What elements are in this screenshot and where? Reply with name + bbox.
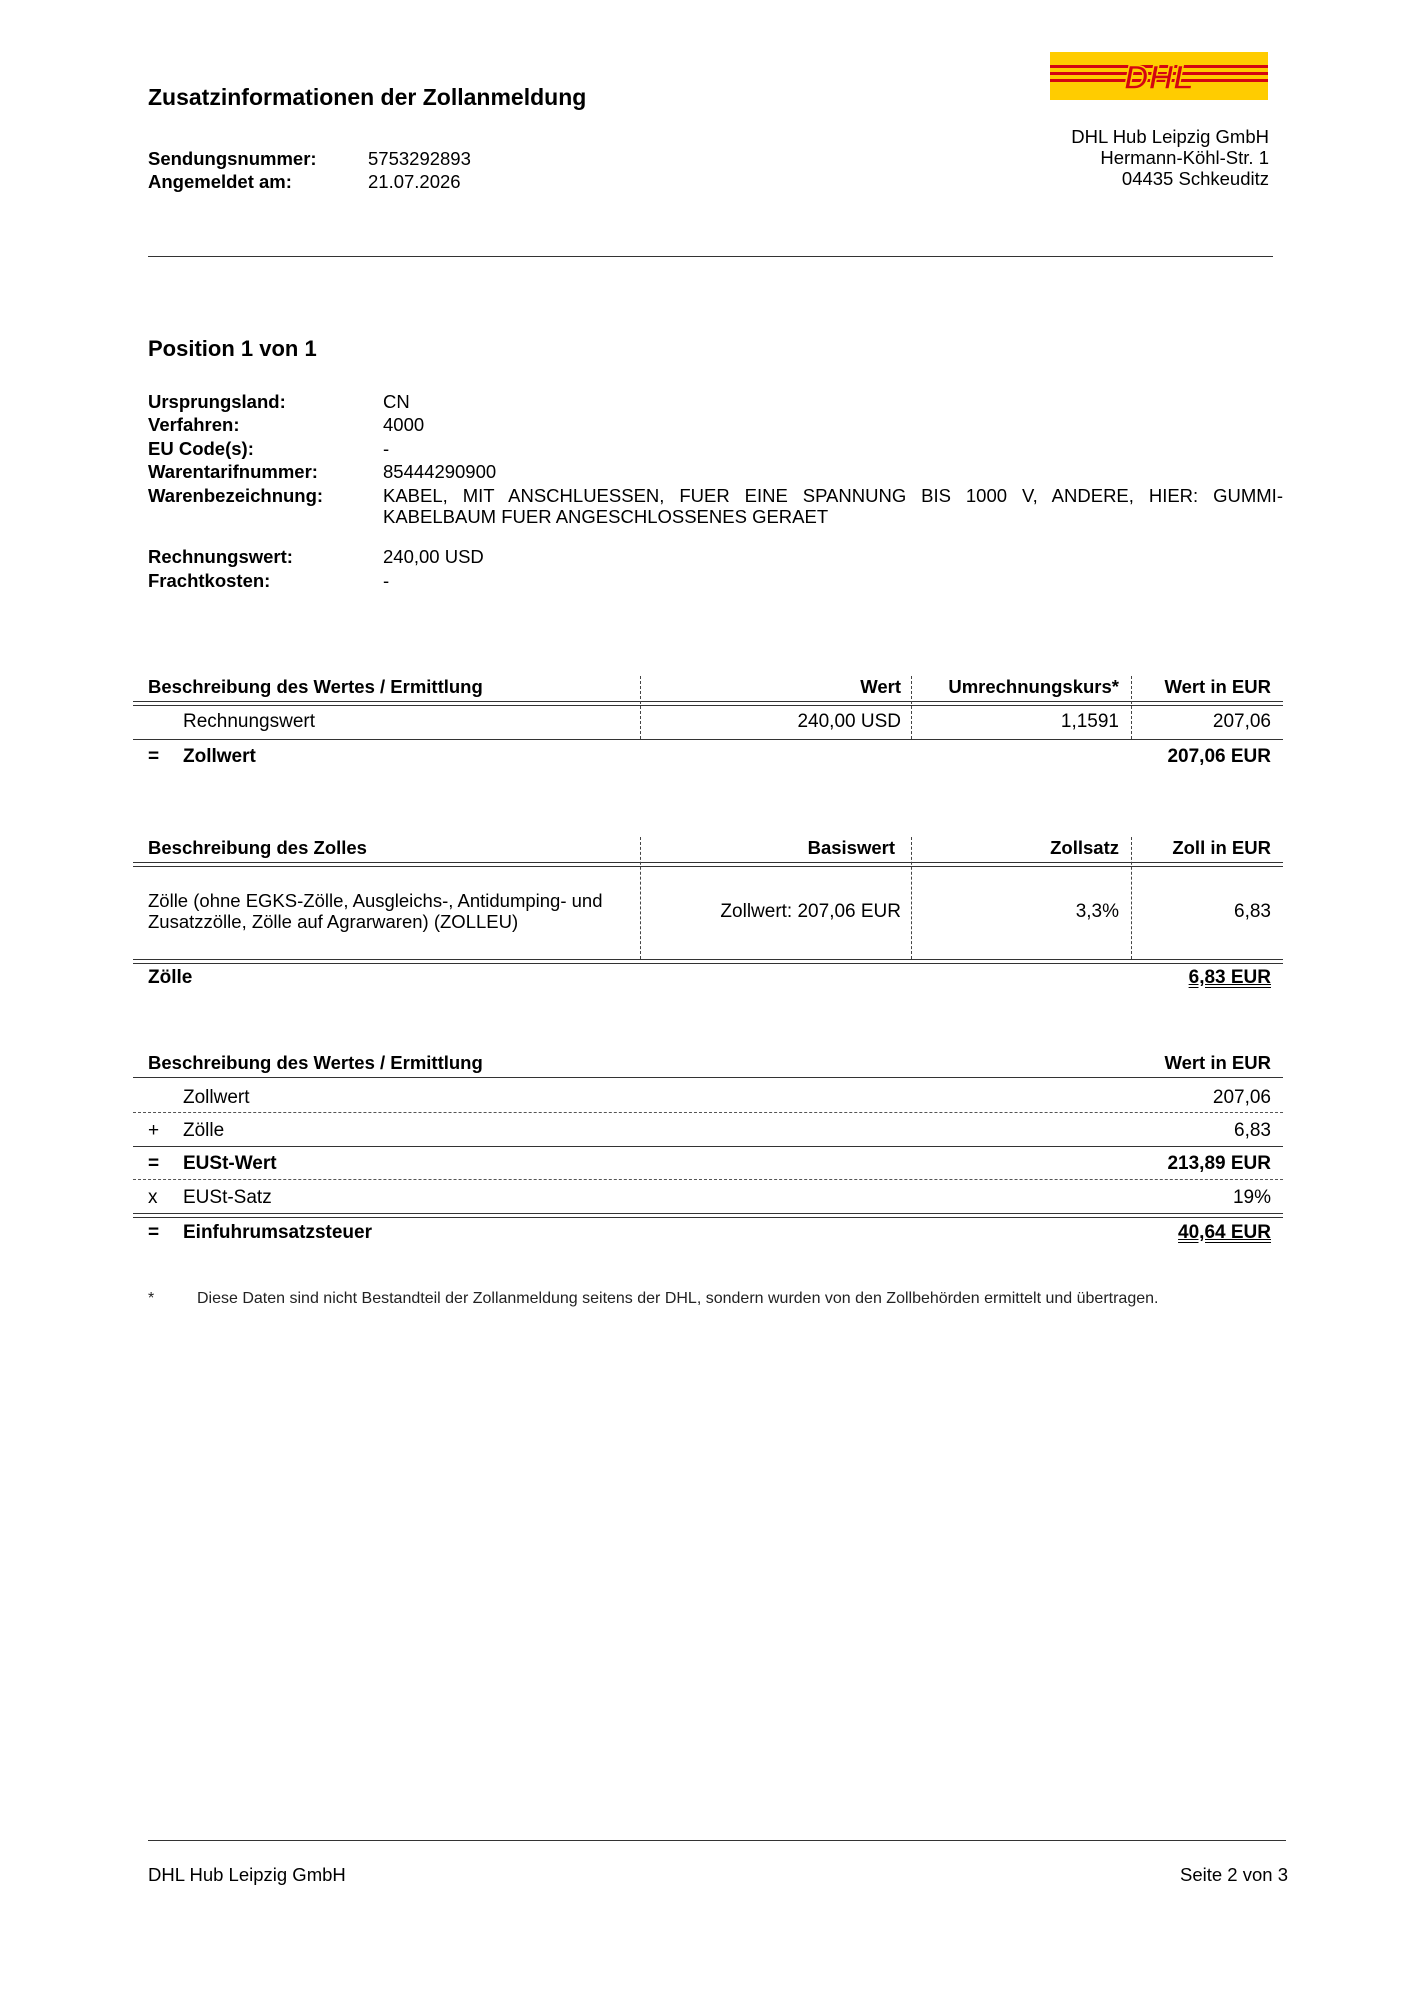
invoice-value-label: Rechnungswert: xyxy=(148,546,293,567)
goods-description-value: KABEL, MIT ANSCHLUESSEN, FUER EINE SPANNUNG BIS 1000 V, ANDERE, HIER: GUMMI-KABELBAUM FUER ANGESCHLOSSENES GERAET xyxy=(383,485,1283,527)
table3-total-value: 40,64 EUR xyxy=(1178,1222,1271,1243)
table2-total-label: Zölle xyxy=(148,967,193,988)
table2-row-desc-line: Zusatzzölle, Zölle auf Agrarwaren) (ZOLLEU) xyxy=(148,911,519,932)
declared-date-value: 21.07.2026 xyxy=(368,171,461,192)
freight-label: Frachtkosten: xyxy=(148,570,271,591)
dhl-logo xyxy=(1050,52,1268,100)
position-title: Position 1 von 1 xyxy=(148,336,317,361)
table3-row-sign: x xyxy=(148,1187,158,1208)
table2-row-basis: Zollwert: 207,06 EUR xyxy=(720,901,901,922)
table3-row-value: 19% xyxy=(1232,1187,1271,1208)
goods-description-label: Warenbezeichnung: xyxy=(148,485,324,506)
document-title: Zusatzinformationen der Zollanmeldung xyxy=(148,84,587,110)
table1-col-divider xyxy=(911,676,912,739)
table3-row-label: EUSt-Satz xyxy=(183,1187,272,1208)
footer-divider xyxy=(148,1840,1286,1841)
table3-row-label: Zollwert xyxy=(183,1087,250,1108)
table3-header-desc: Beschreibung des Wertes / Ermittlung xyxy=(148,1052,483,1073)
table3-row-label: EUSt-Wert xyxy=(183,1153,277,1174)
origin-value: CN xyxy=(383,391,410,412)
origin-label: Ursprungsland: xyxy=(148,391,286,412)
table2-col-divider xyxy=(911,837,912,959)
table2-total-rule xyxy=(133,959,1283,964)
table3-row-divider xyxy=(133,1179,1283,1180)
table3-row-sign: = xyxy=(148,1153,160,1174)
table1-total-label: Zollwert xyxy=(183,746,256,767)
address-line: 04435 Schkeuditz xyxy=(1121,168,1269,189)
procedure-label: Verfahren: xyxy=(148,414,240,435)
table1-row-desc: Rechnungswert xyxy=(183,711,316,732)
table3-header-eur: Wert in EUR xyxy=(1164,1052,1271,1073)
table3-total-sign: = xyxy=(148,1222,160,1243)
table3-row-value: 6,83 xyxy=(1234,1120,1271,1141)
footer-company: DHL Hub Leipzig GmbH xyxy=(148,1864,346,1885)
table2-row-satz: 3,3% xyxy=(1075,901,1119,922)
table2-row-desc-line: Zölle (ohne EGKS-Zölle, Ausgleichs-, Antidumping- und xyxy=(148,890,603,911)
header-divider xyxy=(148,256,1273,257)
table2-row-desc xyxy=(148,890,603,932)
table3-total-label: Einfuhrumsatzsteuer xyxy=(183,1222,372,1243)
footnote-mark: * xyxy=(148,1290,155,1307)
table3-header-rule xyxy=(133,1077,1283,1078)
table3-row-divider xyxy=(133,1146,1283,1147)
eu-codes-label: EU Code(s): xyxy=(148,438,254,459)
table2-total-value: 6,83 EUR xyxy=(1188,967,1271,988)
shipment-number-value: 5753292893 xyxy=(368,148,471,169)
table2-col-divider xyxy=(1131,837,1132,959)
table3-total-rule xyxy=(133,1213,1283,1218)
table2-col-divider xyxy=(640,837,641,959)
declared-date-label: Angemeldet am: xyxy=(148,171,292,192)
table2-header-satz: Zollsatz xyxy=(1050,837,1119,858)
table1-header-wert: Wert xyxy=(860,676,901,697)
table1-header-rule xyxy=(133,701,1283,706)
table1-total-value: 207,06 EUR xyxy=(1167,746,1271,767)
procedure-value: 4000 xyxy=(383,414,425,435)
table3-row-value: 213,89 EUR xyxy=(1167,1153,1271,1174)
shipment-number-label: Sendungsnummer: xyxy=(148,148,317,169)
table1-row-eur: 207,06 xyxy=(1212,711,1271,732)
footnote-text: Diese Daten sind nicht Bestandteil der Zollanmeldung seitens der DHL, sondern wurden von den Zollbehörden ermittelt und übertragen. xyxy=(197,1290,1159,1307)
table2-row-zoll: 6,83 xyxy=(1234,901,1271,922)
table3-row-divider xyxy=(133,1112,1283,1113)
tariff-number-value: 85444290900 xyxy=(383,461,497,482)
dhl-logo-text: DHL xyxy=(1124,59,1194,97)
address-line: Hermann-Köhl-Str. 1 xyxy=(1100,147,1269,168)
table1-header-desc: Beschreibung des Wertes / Ermittlung xyxy=(148,676,483,697)
table1-row-kurs: 1,1591 xyxy=(1060,711,1119,732)
table1-total-sign: = xyxy=(148,746,160,767)
table3-row-label: Zölle xyxy=(183,1120,225,1141)
table1-row-wert: 240,00 USD xyxy=(797,711,901,732)
table1-col-divider xyxy=(640,676,641,739)
table1-header-kurs: Umrechnungskurs* xyxy=(948,676,1119,697)
tariff-number-label: Warentarifnummer: xyxy=(148,461,318,482)
eu-codes-value: - xyxy=(383,438,390,459)
table1-total-rule xyxy=(133,739,1283,740)
table2-header-desc: Beschreibung des Zolles xyxy=(148,837,367,858)
table1-col-divider xyxy=(1131,676,1132,739)
sender-address xyxy=(1071,126,1269,189)
page-number: Seite 2 von 3 xyxy=(1180,1864,1288,1885)
table3-row-value: 207,06 xyxy=(1212,1087,1271,1108)
invoice-value-value: 240,00 USD xyxy=(383,546,484,567)
table2-header-basis: Basiswert xyxy=(807,837,895,858)
table2-header-rule xyxy=(133,862,1283,867)
table2-header-zoll: Zoll in EUR xyxy=(1172,837,1271,858)
address-line: DHL Hub Leipzig GmbH xyxy=(1071,126,1269,147)
table1-header-eur: Wert in EUR xyxy=(1164,676,1271,697)
freight-value: - xyxy=(383,570,390,591)
table3-row-sign: + xyxy=(148,1120,160,1141)
